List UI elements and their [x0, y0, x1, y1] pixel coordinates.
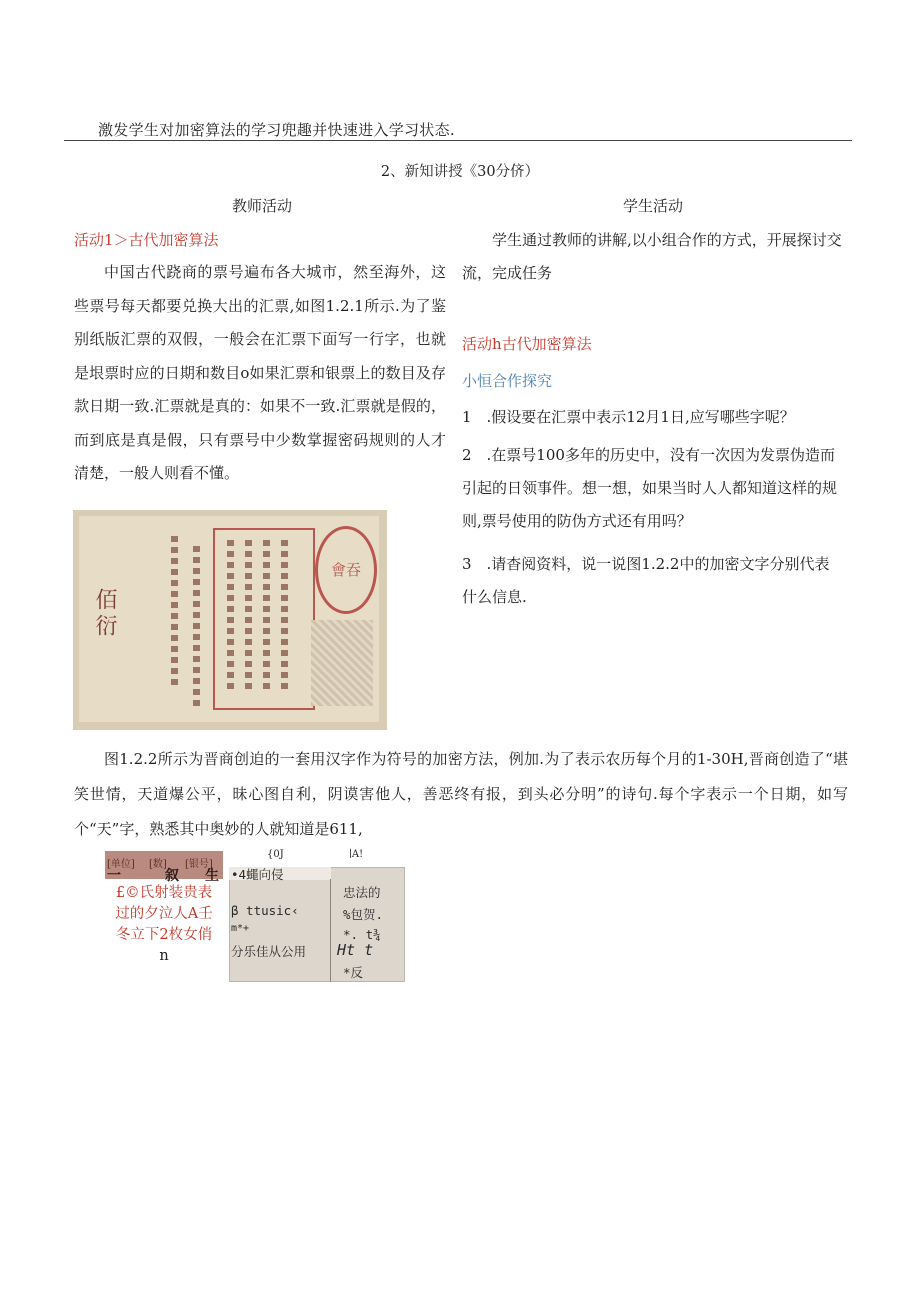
- cipher-b-cell: %包贺.: [343, 907, 384, 922]
- student-column-heading: 学生活动: [623, 197, 684, 215]
- cipher-text-lines: [105, 883, 223, 967]
- cipher-b-cell: 分乐佳从公用: [231, 944, 307, 959]
- cipher-image-a: [105, 849, 223, 964]
- ticket-writing-column: [263, 540, 270, 690]
- teacher-paragraph: 中国古代跷商的票号遍布各大城市，然至海外，这些票号每天都要兑换大出的汇票,如图1.2.1所示.为了鉴别纸版汇票的双假，一般会在汇票下面写一行字，也就是垠票时应的日期和数目o如果汇票和银票上的数目及存款日期一致.汇票就是真的：如果不一致.汇票就是假的，而到底是真是假，只有票号中少数掌握密码规则的人才清楚，一般人则看不懂。: [74, 263, 446, 482]
- section-divider: [64, 140, 852, 141]
- cipher-label-count: [数]: [149, 859, 167, 870]
- cipher-line: 冬立下2枚女俏: [115, 927, 213, 943]
- cipher-header-band: [105, 851, 223, 884]
- cipher-char: 生: [205, 868, 219, 884]
- cipher-label-bank: [银号]: [185, 859, 213, 870]
- cipher-line: £©氏射装贵表: [115, 885, 213, 901]
- cipher-b-divider: [330, 879, 331, 982]
- ticket-photo: [73, 510, 387, 730]
- cipher-b-cell: Ht t: [337, 941, 374, 959]
- ticket-writing-column: [281, 540, 288, 690]
- question-2: 2 .在票号100多年的历史中，没有一次因为发票伪造而引起的日领事件。想一想，如果当时人人都知道这样的规则,票号使用的防伪方式还有用吗？: [462, 446, 838, 530]
- cipher-explanation-paragraph: 图1.2.2所示为晋商创迫的一套用汉字作为符号的加密方法，例加.为了表示农历每个月的1-30H,晋商创造了“堪笑世情，天道爆公平，昧心图自利，阴谟害他人，善恶终有报，到头必分明”的诗句.每个字表示一个日期，如写个“天”字，熟悉其中奥妙的人就知道是611,: [74, 750, 848, 838]
- teacher-activity-title: 活动1＞古代加密算法: [74, 231, 219, 249]
- teacher-column-heading: 教师活动: [232, 197, 293, 215]
- cipher-line: n: [159, 948, 169, 964]
- student-activity-title: 活动h古代加密算法: [462, 335, 592, 353]
- cipher-image-b: [229, 849, 405, 982]
- cipher-b-header-left: {0J: [267, 849, 284, 860]
- ticket-handwriting: 佰衍: [92, 588, 117, 640]
- cipher-b-cell: •4蠅向侵: [231, 867, 284, 882]
- ticket-seal-pattern: [311, 620, 373, 706]
- ticket-writing-column: [193, 546, 200, 706]
- cipher-b-cell: β ttusic‹: [231, 903, 299, 918]
- section-title: 2、新知讲授《30分侪）: [380, 164, 540, 180]
- ticket-red-stamp: 會吞: [315, 526, 377, 614]
- cipher-b-cell: m*+: [231, 923, 250, 934]
- ticket-writing-column: [245, 540, 252, 690]
- question-3: 3 .请杳阅资料，说一说图1.2.2中的加密文字分别代表什么信息.: [462, 555, 830, 606]
- cipher-char: 一: [107, 868, 121, 884]
- intro-text: 激发学生对加密算法的学习兜趣并快速进入学习状态.: [98, 121, 455, 139]
- cipher-line: 过的夕泣人A壬: [115, 906, 213, 922]
- cipher-b-cell: 忠法的: [343, 885, 381, 900]
- cipher-char: 叙: [165, 868, 179, 884]
- ticket-paper: [79, 516, 379, 722]
- group-work-title: 小恒合作探究: [462, 372, 553, 390]
- ticket-writing-column: [227, 540, 234, 690]
- cipher-label-unit: [单位]: [107, 859, 135, 870]
- cipher-b-cell: *反: [343, 965, 364, 980]
- cipher-b-header-right: ∣A!: [349, 849, 364, 860]
- ticket-writing-column: [171, 536, 178, 686]
- ticket-red-frame: [213, 528, 315, 710]
- student-paragraph: 学生通过教师的讲解,以小组合作的方式，开展探讨交流，完成任务: [462, 231, 842, 282]
- question-1: 1 .假设要在汇票中表示12月1日,应写哪些字呢？: [462, 408, 795, 426]
- cipher-b-cell: *. t¾: [343, 927, 381, 942]
